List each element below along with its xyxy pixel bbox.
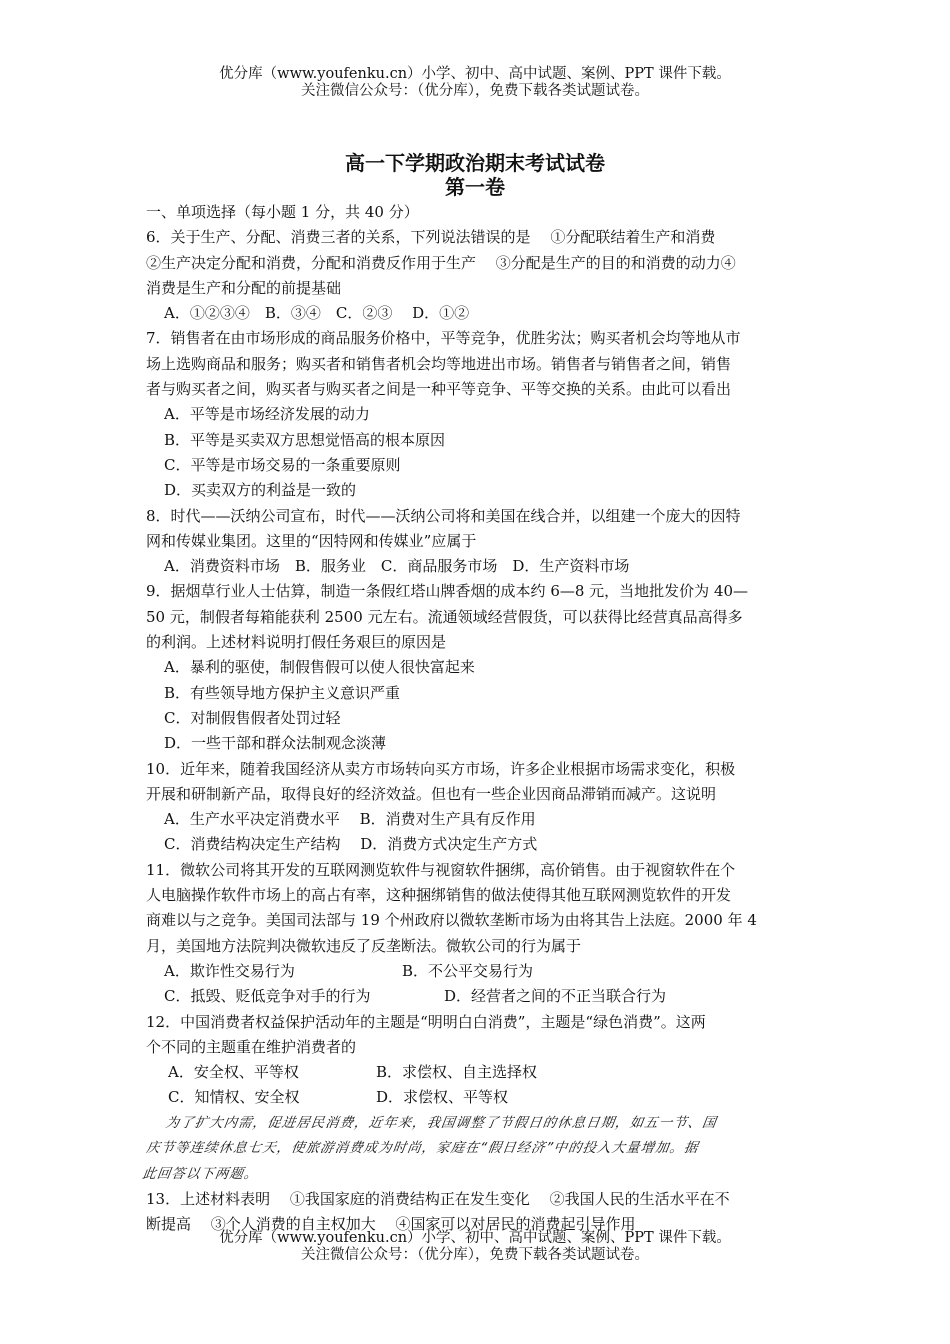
question-line: 50 元，制假者每箱能获利 2500 元左右。流通领域经营假货，可以获得比经营真品高得多 <box>146 607 743 626</box>
question-line: 消费是生产和分配的前提基础 <box>146 278 342 297</box>
options-cd <box>146 984 811 1009</box>
options-cd <box>146 1085 811 1110</box>
question-line: 12．中国消费者权益保护活动年的主题是“明明白白消费”，主题是“绿色消费”。这两 <box>146 1012 706 1031</box>
question-line: 月，美国地方法院判决微软违反了反垄断法。微软公司的行为属于 <box>146 936 582 955</box>
question-line: 开展和研制新产品，取得良好的经济效益。但也有一些企业因商品滞销而减产。这说明 <box>146 784 717 803</box>
option-c: C．抵毁、贬低竞争对手的行为 <box>164 987 371 1006</box>
header-line-2: 关注微信公众号：（优分库），免费下载各类试题试卷。 <box>301 83 649 99</box>
page-footer <box>0 1230 950 1264</box>
option-a: A．暴利的驱使，制假售假可以使人很快富起来 <box>164 658 475 677</box>
question-6 <box>146 225 811 326</box>
handwritten-line: 为了扩大内需，促进居民消费，近年来，我国调整了节假日的休息日期，如五一节、国 <box>164 1114 718 1131</box>
option-a: A．欺诈性交易行为 <box>164 961 295 980</box>
exam-body <box>141 200 811 1237</box>
handwritten-line: 庆节等连续休息七天，使旅游消费成为时尚，家庭在“假日经济”中的投入大量增加。据 <box>144 1139 700 1156</box>
option-b: B．平等是买卖双方思想觉悟高的根本原因 <box>164 430 446 449</box>
options-cd: C．消费结构决定生产结构 D．消费方式决定生产方式 <box>164 835 538 854</box>
handwritten-line: 此回答以下两题。 <box>141 1165 260 1182</box>
section-heading: 一、单项选择（每小题 1 分，共 40 分） <box>146 203 419 221</box>
options-ab <box>146 959 811 984</box>
question-line: 6．关于生产、分配、消费三者的关系，下列说法错误的是 ①分配联结着生产和消费 <box>146 228 716 247</box>
option-d: D．求偿权、平等权 <box>376 1088 509 1107</box>
question-11 <box>146 858 811 1010</box>
question-line: 13．上述材料表明 ①我国家庭的消费结构正在发生变化 ②我国人民的生活水平在不 <box>146 1189 730 1208</box>
footer-line-1: 优分库（www.youfenku.cn）小学、初中、高中试题、案例、PPT 课件下载。 <box>219 1230 731 1246</box>
option-b: B．不公平交易行为 <box>402 961 534 980</box>
option-c: C．平等是市场交易的一条重要原则 <box>164 455 401 474</box>
exam-title: 高一下学期政治期末考试试卷 <box>345 151 605 175</box>
option-a: A．安全权、平等权 <box>168 1063 299 1082</box>
option-d: D．买卖双方的利益是一致的 <box>164 481 357 500</box>
question-7 <box>146 326 811 503</box>
question-line: 10．近年来，随着我国经济从卖方市场转向买方市场，许多企业根据市场需求变化，积极 <box>146 759 736 778</box>
question-line: 9．据烟草行业人士估算，制造一条假红塔山牌香烟的成本约 6—8 元，当地批发价为 40— <box>146 582 749 601</box>
option-c: C．知情权、安全权 <box>168 1088 300 1107</box>
question-options: A．①②③④ B．③④ C．②③ D．①② <box>164 304 470 323</box>
question-12 <box>146 1010 811 1111</box>
question-8 <box>146 504 811 580</box>
question-line: 个不同的主题重在维护消费者的 <box>146 1037 357 1056</box>
option-a: A．平等是市场经济发展的动力 <box>164 405 370 424</box>
question-line: 断提高 ③个人消费的自主权加大 ④国家可以对居民的消费起引导作用 <box>146 1214 636 1233</box>
option-c: C．对制假售假者处罚过轻 <box>164 708 341 727</box>
exam-subtitle: 第一卷 <box>445 175 505 199</box>
question-line: 11．微软公司将其开发的互联网测览软件与视窗软件捆绑，高价销售。由于视窗软件在个 <box>146 860 736 879</box>
question-line: 场上选购商品和服务；购买者和销售者机会均等地进出市场。销售者与销售者之间，销售 <box>146 354 732 373</box>
question-line: 人电脑操作软件市场上的高占有率，这种捆绑销售的做法使得其他互联网测览软件的开发 <box>146 886 732 905</box>
question-line: 8．时代——沃纳公司宣布，时代——沃纳公司将和美国在线合并，以组建一个庞大的因特 <box>146 506 741 525</box>
footer-line-2: 关注微信公众号：（优分库），免费下载各类试题试卷。 <box>301 1247 649 1263</box>
header-line-1: 优分库（www.youfenku.cn）小学、初中、高中试题、案例、PPT 课件下载。 <box>219 66 731 82</box>
question-line: 者与购买者之间，购买者与购买者之间是一种平等竞争、平等交换的关系。由此可以看出 <box>146 380 732 399</box>
option-d: D．经营者之间的不正当联合行为 <box>444 987 667 1006</box>
option-b: B．求偿权、自主选择权 <box>376 1063 538 1082</box>
question-line: ②生产决定分配和消费，分配和消费反作用于生产 ③分配是生产的目的和消费的动力④ <box>146 253 736 272</box>
option-b: B．有些领导地方保护主义意识严重 <box>164 683 401 702</box>
options-ab: A．生产水平决定消费水平 B．消费对生产具有反作用 <box>164 810 536 829</box>
question-10 <box>146 757 811 858</box>
question-9 <box>146 579 811 756</box>
question-line: 的利润。上述材料说明打假任务艰巨的原因是 <box>146 633 447 652</box>
page-header <box>0 66 950 100</box>
question-line: 7．销售者在由市场形成的商品服务价格中，平等竞争，优胜劣汰；购买者机会均等地从市 <box>146 329 741 348</box>
options-ab <box>146 1060 811 1085</box>
question-options: A．消费资料市场 B．服务业 C．商品服务市场 D．生产资料市场 <box>164 557 630 576</box>
handwritten-passage <box>141 1111 817 1187</box>
option-d: D．一些干部和群众法制观念淡薄 <box>164 734 387 753</box>
question-line: 网和传媒业集团。这里的“因特网和传媒业”应属于 <box>146 531 477 550</box>
question-line: 商难以与之竞争。美国司法部与 19 个州政府以微软垄断市场为由将其告上法庭。2000 年 4 <box>146 911 757 930</box>
